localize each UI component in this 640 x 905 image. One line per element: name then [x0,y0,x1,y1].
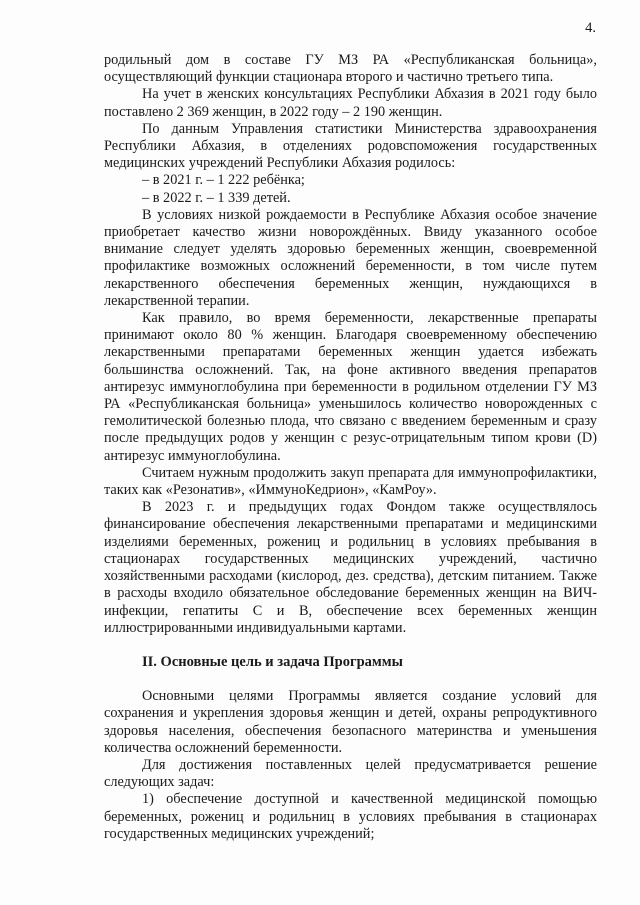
task-item-1: 1) обеспечение доступной и качественной медицинской помощью беременных, рожениц и родильниц в условиях пребывания в стационарах государственных медицинских учреждений; [104,791,597,842]
births-2022: – в 2022 г. – 1 339 детей. [142,189,291,206]
paragraph-medications: Как правило, во время беременности, лекарственные препараты принимают около 80 % женщин. Благодаря своевременному обеспечению лекарственными препаратами беременных женщин удается избежать большинства осложнений. Так, на фоне активного введения препаратов антирезус иммуноглобулина при беременности в родильном отделении ГУ МЗ РА «Республиканская больница» уменьшилось количество новорожденных с гемолитической болезнью плода, что связано с введением беременным и сразу после предыдущих родов у женщин с резус-отрицательным типом крови (D) антирезус иммуноглобулина. [104,310,597,464]
paragraph-continuation: родильный дом в составе ГУ МЗ РА «Республиканская больница», осуществляющий функции стационара второго и частично третьего типа. [104,52,597,86]
paragraph-funding: В 2023 г. и предыдущих годах Фондом также осуществлялось финансирование обеспечения лекарственными препаратами и медицинскими изделиями беременных, рожениц и родильниц в условиях пребывания в стационарах государственных медицинских учреждений, частично хозяйственными расходами (кислород, дез. средства), детским питанием. Также в расходы входило обязательное обследование беременных женщин на ВИЧ-инфекции, гепатиты С и В, обеспечение всех беременных женщин иллюстрированными индивидуальными картами. [104,499,597,636]
paragraph-goals: Основными целями Программы является создание условий для сохранения и укрепления здоровья женщин и детей, охраны репродуктивного здоровья населения, обеспечения безопасного материнства и уменьшения количества осложнений беременности. [104,688,597,756]
births-2021: – в 2021 г. – 1 222 ребёнка; [142,172,305,189]
paragraph-procurement: Считаем нужным продолжить закуп препарата для иммунопрофилактики, таких как «Резонатив», «ИммуноКедрион», «КамРоу». [104,464,597,499]
paragraph-statistics: По данным Управления статистики Министерства здравоохранения Республики Абхазия, в отделениях родовспоможения государственных медицинских учреждений Республики Абхазия родилось: [104,120,597,172]
section-heading: II. Основные цель и задача Программы [142,653,403,670]
paragraph-low-birthrate: В условиях низкой рождаемости в Республике Абхазия особое значение приобретает качество жизни новорождённых. Ввиду указанного особое внимание следует уделять здоровью беременных женщин, своевременной профилактике возможных осложнений беременности, в том числе путем лекарственного обеспечения беременных женщин, нуждающихся в лекарственной терапии. [104,206,597,309]
document-body [104,52,597,843]
paragraph-tasks-intro: Для достижения поставленных целей предусматривается решение следующих задач: [104,756,597,791]
page-number: 4. [585,20,596,36]
paragraph-registration: На учет в женских консультациях Республики Абхазия в 2021 году было поставлено 2 369 женщин, в 2022 году – 2 190 женщин. [104,86,597,120]
